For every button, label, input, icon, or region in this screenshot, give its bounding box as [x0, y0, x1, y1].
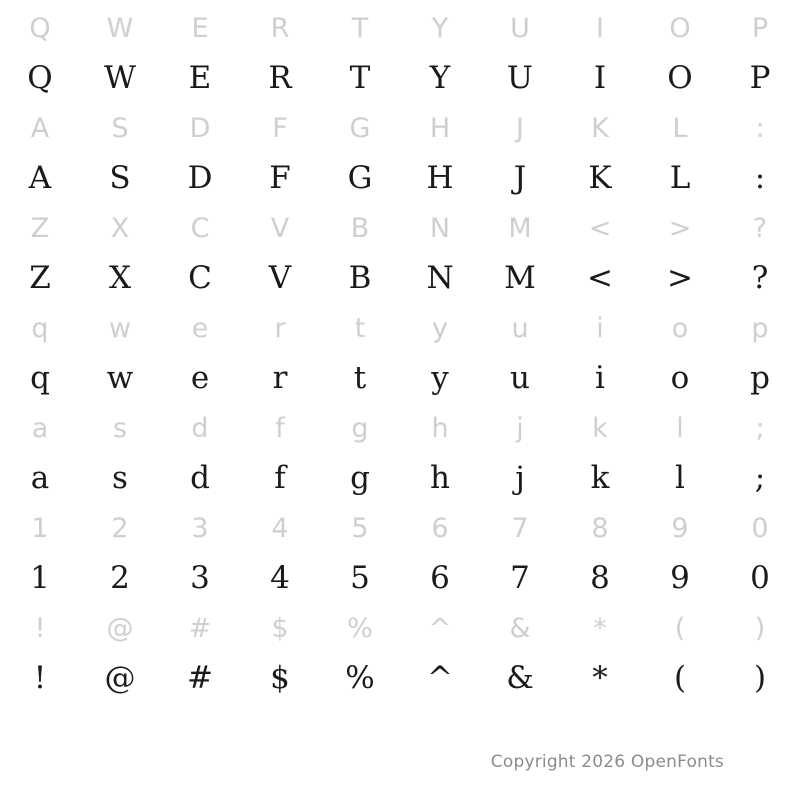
glyph-cell: w — [108, 313, 132, 344]
glyph-cell: I — [593, 60, 607, 96]
glyph-cell: j — [516, 413, 524, 444]
glyph-cell: 9 — [670, 560, 690, 596]
glyph-cell: k — [590, 460, 610, 496]
glyph-cell: 8 — [591, 513, 609, 544]
glyph-cell: I — [596, 13, 604, 44]
glyph-cell: S — [109, 160, 131, 196]
glyph-cell: F — [272, 113, 288, 144]
glyph-cell: 7 — [510, 560, 530, 596]
glyph-row-main-4 — [0, 353, 800, 404]
glyph-cell: * — [593, 613, 607, 644]
glyph-cell: ; — [754, 460, 766, 496]
glyph-cell: u — [511, 313, 529, 344]
glyph-cell: M — [504, 260, 536, 296]
glyph-cell: * — [592, 660, 608, 696]
glyph-cell: @ — [104, 660, 136, 696]
glyph-cell: 1 — [31, 513, 49, 544]
glyph-cell: 6 — [431, 513, 449, 544]
glyph-cell: U — [506, 60, 534, 96]
glyph-row-main-6 — [0, 553, 800, 604]
glyph-cell: 1 — [30, 560, 50, 596]
glyph-cell: C — [188, 260, 212, 296]
glyph-cell: $ — [270, 660, 290, 696]
glyph-cell: N — [429, 213, 451, 244]
glyph-cell: 5 — [351, 513, 369, 544]
glyph-cell: Z — [29, 260, 51, 296]
glyph-cell: i — [595, 360, 605, 396]
glyph-cell: f — [275, 413, 285, 444]
glyph-cell: G — [347, 160, 373, 196]
glyph-cell: ) — [753, 660, 767, 696]
glyph-cell: ! — [34, 613, 46, 644]
glyph-cell: g — [350, 460, 370, 496]
glyph-cell: B — [348, 260, 372, 296]
glyph-cell: y — [432, 313, 448, 344]
glyph-cell: ( — [674, 613, 686, 644]
glyph-row-ghost-2 — [0, 104, 800, 153]
glyph-cell: ^ — [427, 660, 453, 696]
glyph-cell: Q — [29, 13, 51, 44]
glyph-cell: g — [351, 413, 369, 444]
glyph-cell: & — [506, 660, 534, 696]
glyph-cell: d — [191, 413, 209, 444]
glyph-cell: @ — [106, 613, 134, 644]
glyph-cell: N — [426, 260, 454, 296]
glyph-cell: B — [350, 213, 370, 244]
glyph-cell: 5 — [350, 560, 370, 596]
glyph-cell: L — [669, 160, 691, 196]
glyph-cell: 3 — [190, 560, 210, 596]
glyph-cell: ^ — [428, 613, 452, 644]
glyph-cell: : — [755, 113, 765, 144]
glyph-cell: u — [510, 360, 530, 396]
glyph-cell: H — [429, 113, 451, 144]
glyph-cell: : — [754, 160, 766, 196]
glyph-row-main-3 — [0, 253, 800, 304]
glyph-cell: Y — [429, 60, 451, 96]
glyph-cell: T — [351, 13, 369, 44]
glyph-cell: W — [106, 13, 134, 44]
glyph-cell: s — [112, 460, 128, 496]
glyph-cell: 0 — [750, 560, 770, 596]
glyph-cell: h — [430, 460, 450, 496]
glyph-cell: p — [750, 360, 770, 396]
glyph-cell: r — [274, 313, 286, 344]
glyph-row-main-2 — [0, 153, 800, 204]
glyph-cell: s — [112, 413, 128, 444]
glyph-row-ghost-4 — [0, 304, 800, 353]
glyph-cell: > — [668, 213, 692, 244]
glyph-cell: J — [513, 160, 527, 196]
glyph-cell: O — [667, 60, 693, 96]
glyph-cell: j — [515, 460, 525, 496]
glyph-row-main-7 — [0, 653, 800, 704]
glyph-cell: y — [431, 360, 449, 396]
glyph-cell: W — [104, 60, 136, 96]
glyph-cell: r — [272, 360, 288, 396]
glyph-cell: f — [274, 460, 286, 496]
glyph-cell: Y — [431, 13, 449, 44]
glyph-cell: T — [349, 60, 371, 96]
glyph-row-ghost-6 — [0, 504, 800, 553]
glyph-cell: q — [30, 360, 50, 396]
glyph-cell: Q — [27, 60, 53, 96]
glyph-cell: ! — [33, 660, 47, 696]
glyph-cell: a — [30, 460, 50, 496]
glyph-cell: # — [187, 660, 213, 696]
glyph-cell: V — [270, 213, 290, 244]
glyph-cell: 4 — [270, 560, 290, 596]
glyph-cell: Z — [30, 213, 50, 244]
glyph-cell: H — [426, 160, 454, 196]
glyph-cell: l — [675, 460, 685, 496]
glyph-cell: ( — [673, 660, 687, 696]
glyph-cell: e — [190, 360, 210, 396]
glyph-cell: % — [347, 613, 373, 644]
glyph-cell: P — [751, 13, 769, 44]
glyph-cell: ; — [755, 413, 765, 444]
glyph-cell: o — [670, 360, 690, 396]
glyph-cell: & — [509, 613, 531, 644]
glyph-cell: F — [269, 160, 291, 196]
glyph-cell: a — [31, 413, 49, 444]
glyph-cell: P — [749, 60, 771, 96]
glyph-cell: h — [431, 413, 449, 444]
glyph-cell: % — [345, 660, 375, 696]
glyph-cell: p — [751, 313, 769, 344]
glyph-cell: D — [187, 160, 213, 196]
glyph-cell: $ — [271, 613, 289, 644]
glyph-cell: X — [108, 260, 132, 296]
glyph-cell: l — [676, 413, 684, 444]
glyph-cell: U — [510, 13, 530, 44]
glyph-cell: 8 — [590, 560, 610, 596]
glyph-cell: < — [587, 260, 613, 296]
glyph-cell: M — [508, 213, 532, 244]
glyph-cell: # — [188, 613, 212, 644]
glyph-cell: K — [588, 160, 612, 196]
glyph-cell: 2 — [111, 513, 129, 544]
glyph-cell: t — [353, 360, 367, 396]
glyph-cell: e — [191, 313, 209, 344]
glyph-cell: ? — [752, 213, 768, 244]
glyph-cell: ) — [754, 613, 766, 644]
glyph-cell: O — [669, 13, 691, 44]
glyph-cell: C — [190, 213, 210, 244]
glyph-cell: t — [354, 313, 366, 344]
glyph-cell: A — [28, 160, 52, 196]
glyph-row-ghost-5 — [0, 404, 800, 453]
glyph-cell: L — [672, 113, 688, 144]
glyph-row-ghost-7 — [0, 604, 800, 653]
glyph-cell: 4 — [271, 513, 289, 544]
glyph-row-ghost-3 — [0, 204, 800, 253]
glyph-cell: X — [110, 213, 130, 244]
glyph-cell: S — [111, 113, 129, 144]
glyph-cell: E — [188, 60, 212, 96]
glyph-cell: q — [31, 313, 49, 344]
glyph-cell: d — [190, 460, 210, 496]
glyph-cell: 6 — [430, 560, 450, 596]
glyph-cell: D — [189, 113, 211, 144]
glyph-cell: 0 — [751, 513, 769, 544]
glyph-cell: 2 — [110, 560, 130, 596]
glyph-cell: 7 — [511, 513, 529, 544]
glyph-cell: < — [588, 213, 612, 244]
glyph-cell: i — [596, 313, 604, 344]
glyph-cell: E — [191, 13, 209, 44]
glyph-cell: > — [667, 260, 693, 296]
glyph-row-ghost-1 — [0, 4, 800, 53]
glyph-cell: k — [592, 413, 608, 444]
glyph-cell: R — [270, 13, 290, 44]
glyph-cell: A — [30, 113, 50, 144]
copyright-notice: Copyright 2026 OpenFonts — [490, 752, 724, 772]
glyph-cell: R — [268, 60, 292, 96]
glyph-cell: G — [349, 113, 371, 144]
glyph-cell: V — [268, 260, 292, 296]
glyph-cell: o — [671, 313, 689, 344]
glyph-cell: 3 — [191, 513, 209, 544]
glyph-cell: K — [591, 113, 609, 144]
glyph-cell: ? — [751, 260, 769, 296]
glyph-cell: 9 — [671, 513, 689, 544]
glyph-row-main-5 — [0, 453, 800, 504]
glyph-row-main-1 — [0, 53, 800, 104]
glyph-cell: w — [106, 360, 134, 396]
glyph-cell: J — [516, 113, 524, 144]
